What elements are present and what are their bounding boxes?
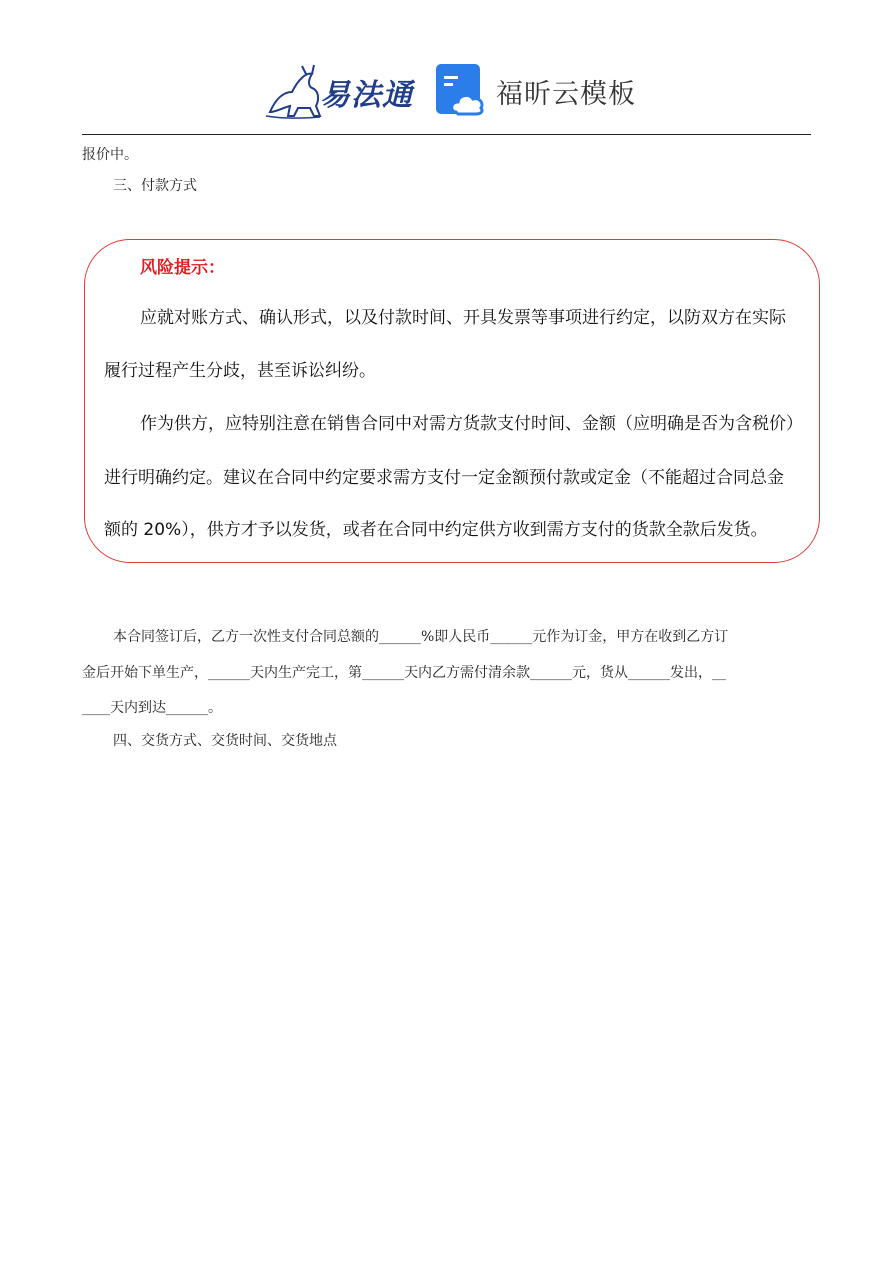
section-4-heading: 四、交货方式、交货时间、交货地点 bbox=[113, 733, 337, 749]
payment-clause-line: 金后开始下单生产，______天内生产完工，第______天内乙方需付清余款______元，货从______发出，__ bbox=[82, 665, 726, 681]
payment-clause-line: 本合同签订后，乙方一次性支付合同总额的______%即人民币______元作为订金，甲方在收到乙方订 bbox=[113, 629, 729, 645]
foxit-template-logo-text: 福昕云模板 bbox=[496, 79, 636, 110]
risk-text-line: 履行过程产生分歧，甚至诉讼纠纷。 bbox=[104, 361, 376, 381]
payment-clause-line: ____天内到达______。 bbox=[82, 700, 222, 716]
foxit-cloud-icon bbox=[436, 64, 488, 116]
document-header bbox=[0, 58, 893, 124]
risk-text-line: 额的 20%），供方才予以发货，或者在合同中约定供方收到需方支付的货款全款后发货。 bbox=[104, 520, 768, 540]
risk-text-line: 进行明确约定。建议在合同中约定要求需方支付一定金额预付款或定金（不能超过合同总金 bbox=[104, 468, 784, 488]
paragraph-continuation: 报价中。 bbox=[82, 147, 138, 163]
risk-text-line: 作为供方，应特别注意在销售合同中对需方货款支付时间、金额（应明确是否为含税价） bbox=[140, 414, 803, 434]
header-divider bbox=[82, 134, 811, 135]
risk-text-line: 应就对账方式、确认形式，以及付款时间、开具发票等事项进行约定，以防双方在实际 bbox=[140, 308, 786, 328]
section-3-heading: 三、付款方式 bbox=[113, 178, 197, 194]
risk-notice-box bbox=[84, 239, 820, 563]
risk-notice-title: 风险提示： bbox=[140, 258, 225, 278]
yifatong-logo-text: 易法通 bbox=[320, 78, 413, 113]
